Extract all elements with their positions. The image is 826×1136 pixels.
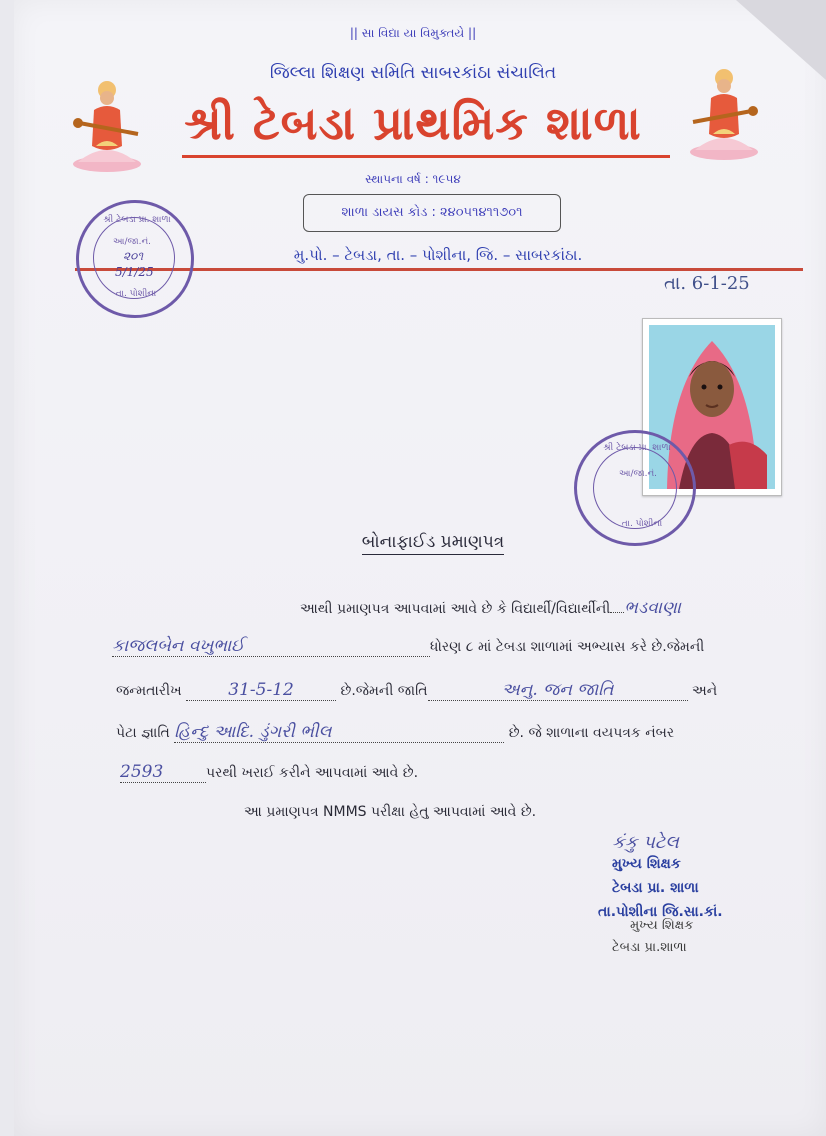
date-of-birth: 31-5-12 <box>186 680 336 701</box>
stamp-ref-label: આ/જા.નં. <box>113 237 152 247</box>
sub-caste: હિન્દુ આદિ. ડુંગરી ભીલ <box>174 722 504 743</box>
title-underline <box>182 155 670 158</box>
signatory-school: ટેબડા પ્રા.શાળા <box>612 940 687 955</box>
trust-line: જિલ્લા શિક્ષણ સમિતિ સાબરકાંઠા સંચાલિત <box>269 63 557 83</box>
body-line-3: જન્મતારીખ 31-5-12 છે.જેમની જાતિ અનુ. જન જાતિ અને <box>116 680 718 700</box>
body-line-1: આથી પ્રમાણપત્ર આપવામાં આવે છે કે વિદ્યાર્થી/વિદ્યાર્થીની ભડવાણા <box>300 598 681 618</box>
student-surname: ભડવાણા <box>624 598 681 618</box>
saraswati-emblem-right-icon <box>682 64 766 162</box>
motto: || સા વિદ્યા યા વિમુક્તયે || <box>349 26 477 40</box>
stamp-bottom-text: તા. પોશીના <box>621 519 663 529</box>
sign-stamp-line-2: ટેબડા પ્રા. શાળા <box>612 880 699 896</box>
signatory-title: મુખ્ય શિક્ષક <box>630 918 694 933</box>
dise-code-box: શાળા ડાયસ કોડ : ૨૪૦૫૧૪૧૧૭૦૧ <box>303 194 561 232</box>
founded-year: સ્થાપના વર્ષ : ૧૯૫૪ <box>365 172 461 186</box>
stamp-ring-text: શ્રી ટેબડા પ્રા. શાળા <box>103 215 171 225</box>
body-line-5: 2593 પરથી ખરાઈ કરીને આપવામાં આવે છે. <box>120 762 419 782</box>
certificate-title: બોનાફાઈડ પ્રમાણપત્ર <box>0 532 826 552</box>
body-line-4: પેટા જ્ઞાતિ હિન્દુ આદિ. ડુંગરી ભીલ છે. જે શાળાના વયપત્રક નંબર <box>116 722 675 742</box>
sign-stamp-line-1: મુખ્ય શિક્ષક <box>612 856 681 872</box>
school-name: શ્રી ટેબડા પ્રાથમિક શાળા <box>184 96 642 150</box>
sign-stamp-line-3: તા.પોશીના જિ.સા.કાં. <box>598 904 723 920</box>
stamp-date: 5/1/25 <box>115 265 154 279</box>
stamp-ref-number: ૨૦૧ <box>123 249 144 263</box>
stamp-bottom-text: તા. પોશીના <box>115 289 157 299</box>
caste: અનુ. જન જાતિ <box>428 680 688 701</box>
student-name: કાજલબેન વખુભાઈ <box>112 636 430 657</box>
office-stamp-right <box>574 430 696 546</box>
stamp-ref-label: આ/જા.નં. <box>619 469 658 479</box>
office-stamp-left <box>76 200 194 318</box>
body-line-2: કાજલબેન વખુભાઈ ધોરણ ૮ માં ટેબડા શાળામાં અભ્યાસ કરે છે.જેમની <box>112 636 705 656</box>
purpose-line: આ પ્રમાણપત્ર NMMS પરીક્ષા હેતુ આપવામાં આવે છે. <box>244 804 537 820</box>
headmaster-signature: કંકુ પટેલ <box>612 832 679 853</box>
register-number: 2593 <box>120 762 206 783</box>
saraswati-emblem-left-icon <box>66 76 148 174</box>
stamp-ring-text: શ્રી ટેબડા પ્રા. શાળા <box>603 443 671 453</box>
issue-date: તા. 6-1-25 <box>664 273 750 294</box>
school-address: મુ.પો. – ટેબડા, તા. – પોશીના, જિ. – સાબરકાંઠા. <box>293 246 583 264</box>
